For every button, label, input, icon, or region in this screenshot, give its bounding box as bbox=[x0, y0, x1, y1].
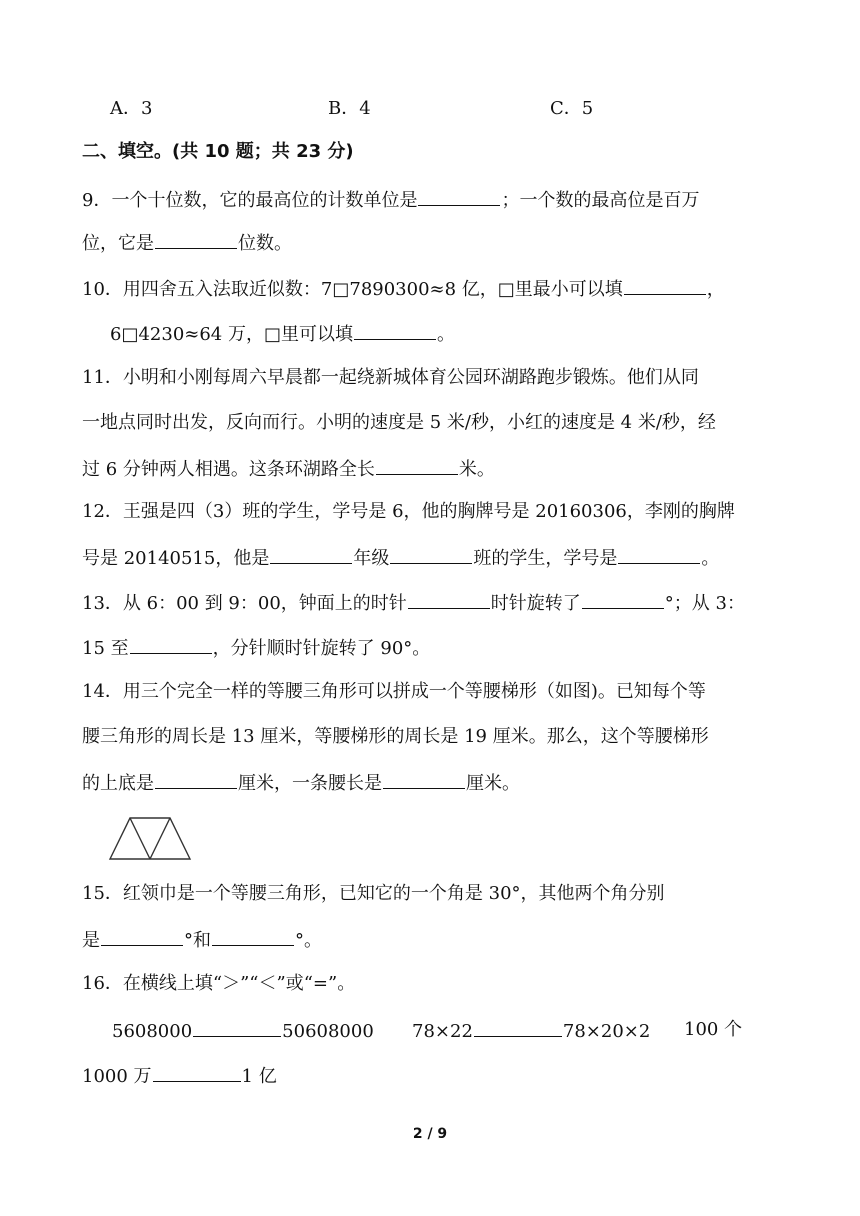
answer-blank[interactable] bbox=[582, 590, 664, 609]
answer-blank[interactable] bbox=[383, 770, 465, 789]
answer-blank[interactable] bbox=[408, 590, 490, 609]
q16-line1: 16．在横线上填“＞”“＜”或“=”。 bbox=[82, 973, 356, 994]
answer-blank[interactable] bbox=[153, 1063, 241, 1082]
answer-blank[interactable] bbox=[354, 321, 436, 340]
page-number: 2 / 9 bbox=[412, 1126, 448, 1142]
q16-compare-1: 5608000 50608000 bbox=[112, 1018, 374, 1044]
answer-blank[interactable] bbox=[270, 545, 352, 564]
answer-blank[interactable] bbox=[624, 276, 706, 295]
answer-blank[interactable] bbox=[155, 770, 237, 789]
q13-line1: 13．从 6：00 到 9：00，钟面上的时针 时针旋转了 °；从 3： bbox=[82, 590, 745, 616]
option-b: B．4 bbox=[328, 98, 371, 119]
answer-blank[interactable] bbox=[193, 1018, 281, 1037]
q16-compare-3a: 100 个 bbox=[684, 1019, 743, 1040]
answer-blank[interactable] bbox=[618, 545, 700, 564]
triangle-edge bbox=[150, 818, 170, 859]
q11-line2: 一地点同时出发，反向而行。小明的速度是 5 米/秒，小红的速度是 4 米/秒，经 bbox=[82, 412, 716, 433]
q14-line1: 14．用三个完全一样的等腰三角形可以拼成一个等腰梯形（如图)。已知每个等 bbox=[82, 681, 706, 702]
section-heading: 二、填空。(共 10 题；共 23 分) bbox=[82, 141, 354, 162]
q11-line1: 11．小明和小刚每周六早晨都一起绕新城体育公园环湖路跑步锻炼。他们从同 bbox=[82, 367, 699, 388]
answer-blank[interactable] bbox=[474, 1018, 562, 1037]
answer-blank[interactable] bbox=[212, 927, 294, 946]
trapezoid-outline bbox=[110, 818, 190, 859]
answer-blank[interactable] bbox=[376, 456, 458, 475]
q14-line2: 腰三角形的周长是 13 厘米，等腰梯形的周长是 19 厘米。那么，这个等腰梯形 bbox=[82, 726, 709, 747]
q16-compare-3b: 1000 万 1 亿 bbox=[82, 1063, 277, 1089]
trapezoid-figure bbox=[108, 815, 192, 863]
answer-blank[interactable] bbox=[418, 187, 500, 206]
q12-line1: 12．王强是四（3）班的学生，学号是 6，他的胸牌号是 20160306，李刚的胸牌 bbox=[82, 501, 735, 522]
q10-line2: 6□4230≈64 万，□里可以填 。 bbox=[110, 321, 455, 347]
q12-line2: 号是 20140515，他是 年级 班的学生，学号是 。 bbox=[82, 545, 719, 571]
triangle-edge bbox=[130, 818, 150, 859]
answer-blank[interactable] bbox=[101, 927, 183, 946]
q14-line3: 的上底是 厘米，一条腰长是 厘米。 bbox=[82, 770, 520, 796]
q16-compare-2: 78×22 78×20×2 bbox=[412, 1018, 650, 1044]
q13-line2: 15 至 ，分针顺时针旋转了 90°。 bbox=[82, 635, 430, 661]
option-a: A．3 bbox=[110, 98, 153, 119]
answer-blank[interactable] bbox=[390, 545, 472, 564]
q15-line2: 是 °和 °。 bbox=[82, 927, 322, 953]
q11-line3: 过 6 分钟两人相遇。这条环湖路全长 米。 bbox=[82, 456, 495, 482]
option-c: C．5 bbox=[550, 98, 594, 119]
q9-line2: 位，它是 位数。 bbox=[82, 230, 292, 256]
q9-line1: 9．一个十位数，它的最高位的计数单位是 ；一个数的最高位是百万 bbox=[82, 187, 699, 213]
q15-line1: 15．红领巾是一个等腰三角形，已知它的一个角是 30°，其他两个角分别 bbox=[82, 883, 665, 904]
answer-blank[interactable] bbox=[155, 230, 237, 249]
q10-line1: 10．用四舍五入法取近似数：7□7890300≈8 亿，□里最小可以填 ， bbox=[82, 276, 725, 302]
answer-blank[interactable] bbox=[130, 635, 212, 654]
